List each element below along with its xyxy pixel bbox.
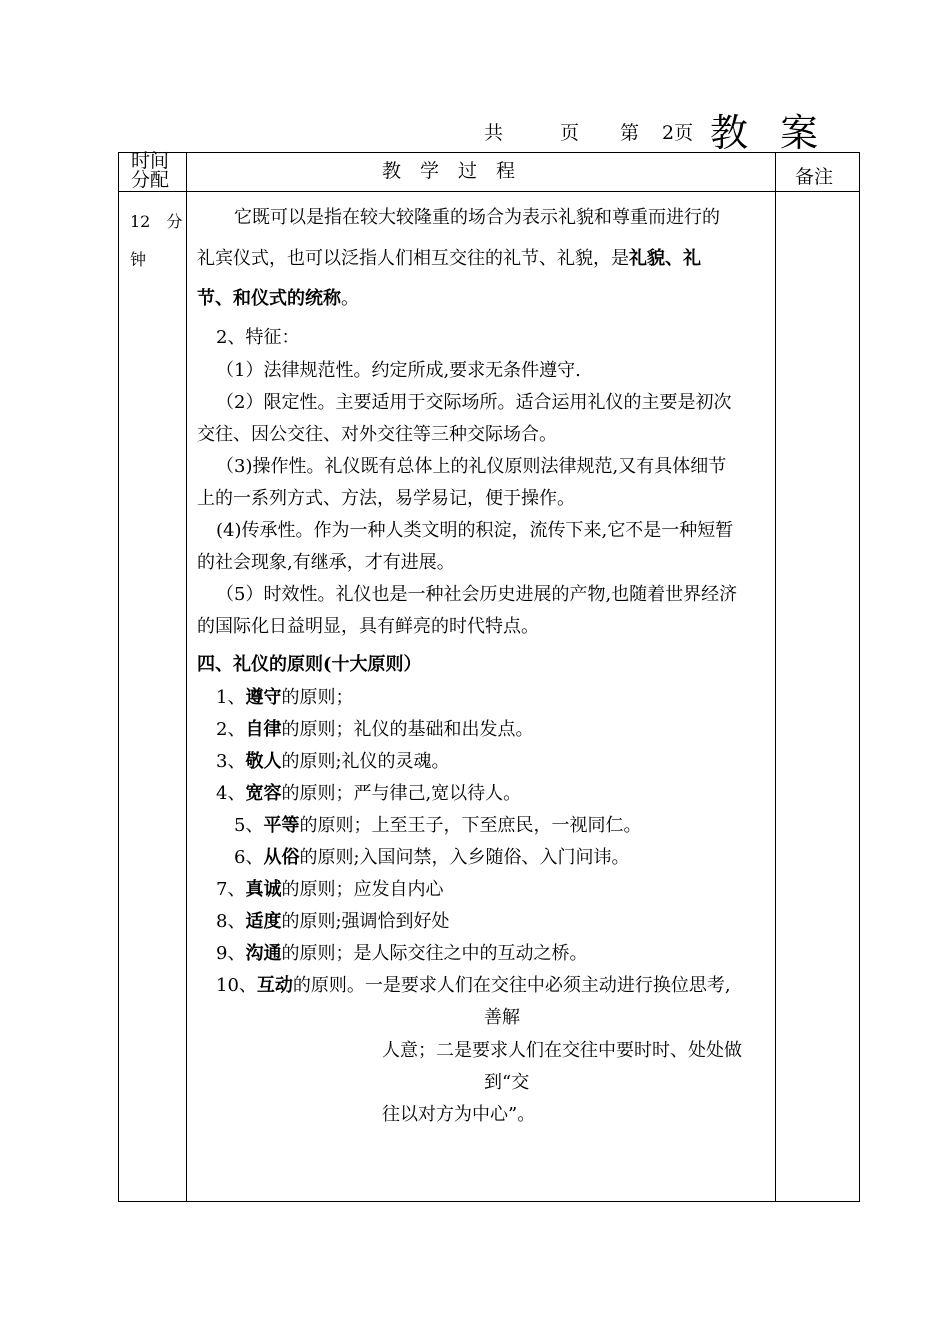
para1-line2 xyxy=(197,248,701,270)
principle-key: 从俗 xyxy=(263,847,300,868)
principle-num: 5、 xyxy=(234,815,264,836)
principle-7 xyxy=(216,879,443,901)
page-header xyxy=(480,100,840,155)
header-gong: 共 xyxy=(484,122,504,144)
principle-key: 互动 xyxy=(256,975,293,996)
feature-5-line1: （5）时效性。礼仪也是一种社会历史进展的产物,也随着世界经济 xyxy=(216,584,738,605)
principle-10-line3: 人意；二是要求人们在交往中要时时、处处做 xyxy=(382,1040,742,1061)
principle-10-line4: 到“交 xyxy=(484,1072,530,1093)
feature-4-line1: (4)传承性。作为一种人类文明的积淀，流传下来,它不是一种短暂 xyxy=(216,520,734,541)
para1-line3-end: 。 xyxy=(341,288,359,309)
principle-num: 4、 xyxy=(216,783,246,804)
para1-line3 xyxy=(197,288,359,310)
principle-num: 1、 xyxy=(216,687,246,708)
feature-2-line1: （2）限定性。主要适用于交际场所。适合运用礼仪的主要是初次 xyxy=(216,392,732,413)
header-page-number: 2页 xyxy=(662,122,694,144)
column-divider-1 xyxy=(186,152,187,1202)
principle-num: 7、 xyxy=(216,879,246,900)
principle-text: 的原则；应发自内心 xyxy=(281,879,444,900)
header-title-an: 案 xyxy=(780,111,819,155)
principle-2 xyxy=(216,719,533,741)
para1-line2-text: 礼宾仪式，也可以泛指人们相互交往的礼节、礼貌，是 xyxy=(197,248,629,269)
time-unit: 钟 xyxy=(130,250,147,269)
principle-key: 遵守 xyxy=(245,687,282,708)
principle-num: 2、 xyxy=(216,719,246,740)
principle-text: 的原则。一是要求人们在交往中必须主动进行换位思考, xyxy=(292,975,731,996)
header-time-line1: 时间 xyxy=(131,150,170,172)
header-di: 第 xyxy=(620,122,640,144)
principle-text: 的原则;礼仪的灵魂。 xyxy=(281,751,450,772)
principle-10 xyxy=(216,975,731,997)
principle-5 xyxy=(234,815,641,837)
principle-text: 的原则;入国问禁，入乡随俗、入门问讳。 xyxy=(299,847,630,868)
feature-2-line2: 交往、因公交往、对外交往等三种交际场合。 xyxy=(197,424,557,445)
feature-4-line2: 的社会现象,有继承，才有进展。 xyxy=(197,552,455,573)
para1-line3-bold: 节、和仪式的统称 xyxy=(197,288,341,309)
principle-10-line2: 善解 xyxy=(484,1007,520,1028)
para1-line1: 它既可以是指在较大较隆重的场合为表示礼貌和尊重而进行的 xyxy=(234,207,720,228)
principle-key: 自律 xyxy=(245,719,282,740)
feature-1: （1）法律规范性。约定所成,要求无条件遵守. xyxy=(216,360,581,381)
principle-key: 敬人 xyxy=(245,751,282,772)
header-teaching-process: 教 学 过 程 xyxy=(382,160,516,182)
section-4-title: 四、礼仪的原则(十大原则） xyxy=(197,654,422,675)
feature-3-line2: 上的一系列方式、方法，易学易记，便于操作。 xyxy=(197,488,575,509)
principle-key: 平等 xyxy=(263,815,300,836)
principle-num: 3、 xyxy=(216,751,246,772)
header-ye: 页 xyxy=(560,122,580,144)
principle-8 xyxy=(216,911,450,933)
principle-3 xyxy=(216,751,450,773)
principle-6 xyxy=(234,847,630,869)
para1-line2-bold: 礼貌、礼 xyxy=(629,248,701,269)
principle-key: 宽容 xyxy=(245,783,282,804)
principle-text: 的原则；是人际交往之中的互动之桥。 xyxy=(281,943,588,964)
column-divider-2 xyxy=(775,152,776,1202)
principle-num: 9、 xyxy=(216,943,246,964)
principle-text: 的原则；上至王子，下至庶民，一视同仁。 xyxy=(299,815,642,836)
principle-4 xyxy=(216,783,521,805)
principle-1 xyxy=(216,687,353,709)
time-value: 12 分 xyxy=(130,212,183,231)
feature-5-line2: 的国际化日益明显，具有鲜亮的时代特点。 xyxy=(197,616,539,637)
principle-num: 10、 xyxy=(216,975,257,996)
principle-num: 8、 xyxy=(216,911,246,932)
principle-text: 的原则;强调恰到好处 xyxy=(281,911,450,932)
feature-3-line1: （3)操作性。礼仪既有总体上的礼仪原则法律规范,又有具体细节 xyxy=(216,456,727,477)
principle-key: 沟通 xyxy=(245,943,282,964)
header-time-allocation xyxy=(131,152,169,190)
principle-10-line5: 往以对方为中心”。 xyxy=(382,1104,536,1125)
principle-key: 适度 xyxy=(245,911,282,932)
header-notes: 备注 xyxy=(795,166,834,188)
principle-key: 真诚 xyxy=(245,879,282,900)
principle-9 xyxy=(216,943,587,965)
principle-num: 6、 xyxy=(234,847,264,868)
principle-text: 的原则； xyxy=(281,687,354,708)
header-row-divider xyxy=(118,191,860,192)
header-time-line2: 分配 xyxy=(131,169,170,191)
principle-text: 的原则；严与律己,宽以待人。 xyxy=(281,783,522,804)
features-title: 2、特征： xyxy=(216,327,300,348)
principle-text: 的原则；礼仪的基础和出发点。 xyxy=(281,719,534,740)
header-title-jiao: 教 xyxy=(710,111,749,155)
